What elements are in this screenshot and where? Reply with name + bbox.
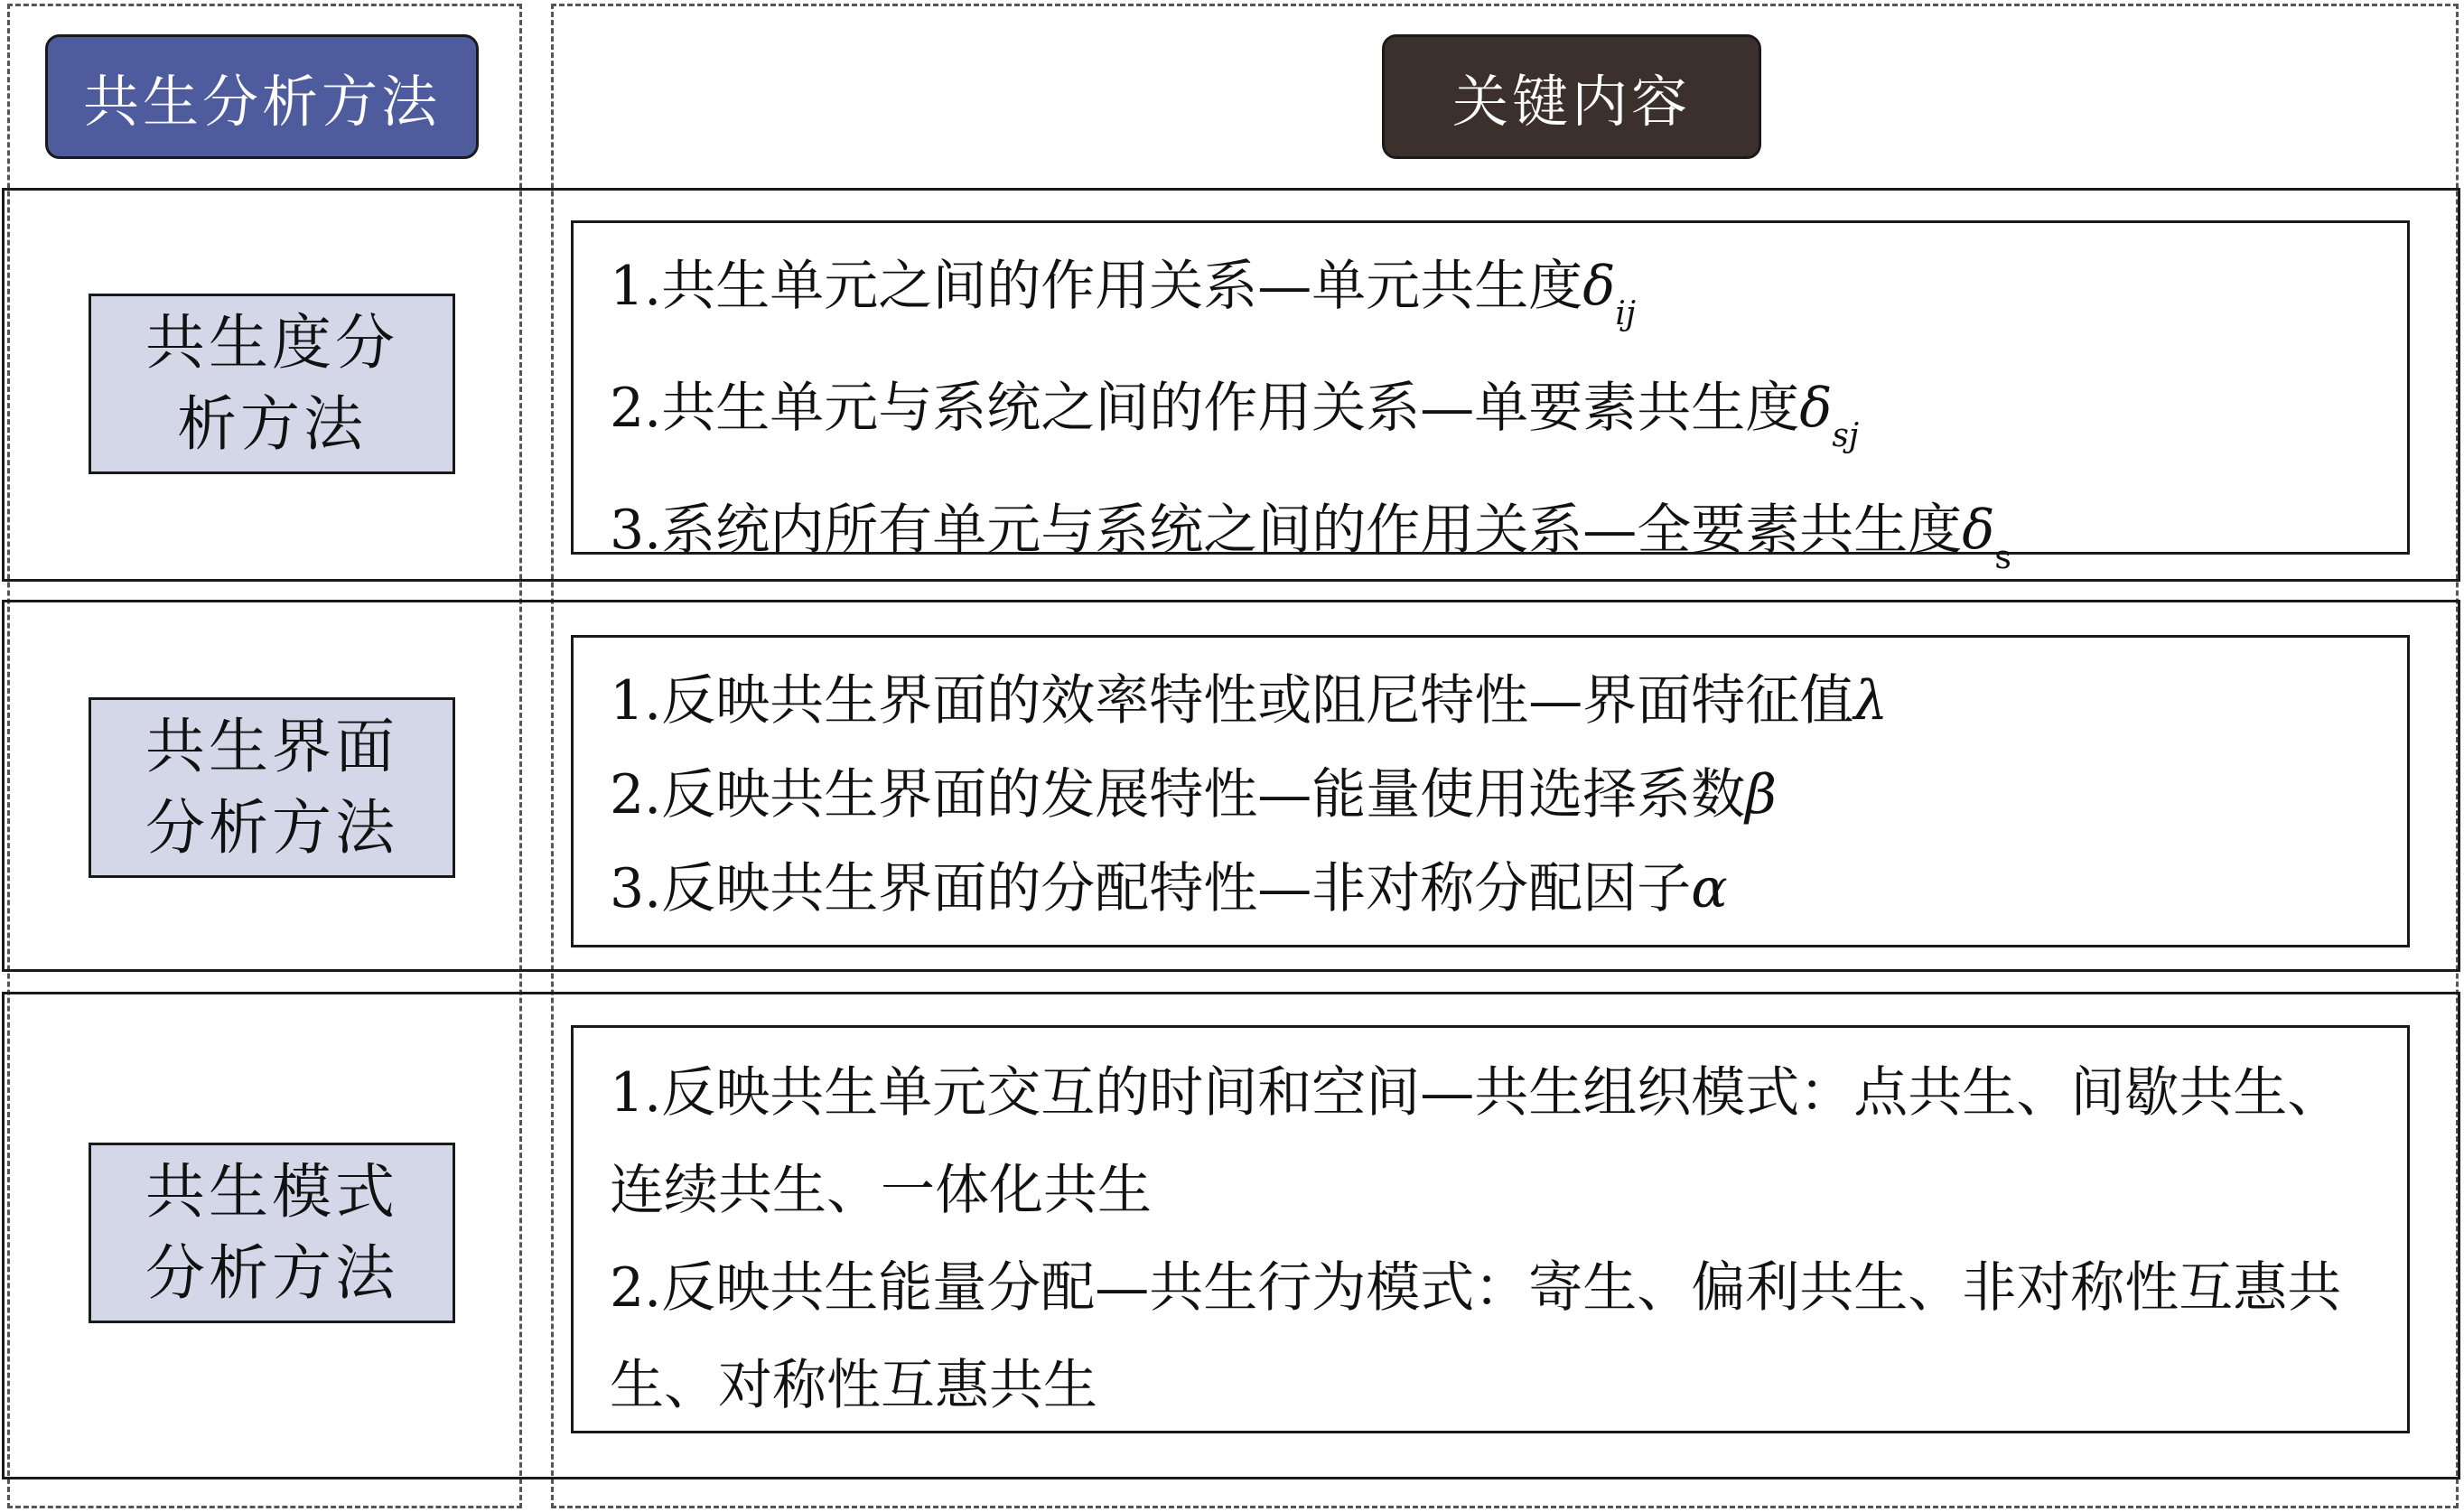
method-box-codegree: 共生度分析方法 (89, 294, 455, 474)
content-item: 1.共生单元之间的作用关系—单元共生度$\delta_{ij}$ (610, 255, 1637, 332)
method-header: 共生分析方法 (45, 34, 479, 159)
content-box-interface (571, 635, 2410, 947)
content-item: 2.反映共生界面的发展特性—能量使用选择系数β (610, 763, 1777, 826)
method-box-interface: 共生界面分析方法 (89, 697, 455, 878)
content-item: 3.系统内所有单元与系统之间的作用关系—全要素共生度$\delta_s$ (610, 499, 2011, 576)
content-item: 2.反映共生能量分配—共生行为模式：寄生、偏利共生、非对称性互惠共生、对称性互惠共生 (610, 1256, 2342, 1417)
content-item: 1.反映共生单元交互的时间和空间—共生组织模式：点共生、间歇共生、连续共生、一体化共生 (610, 1061, 2342, 1222)
content-item: 1.反映共生界面的效率特性或阻尼特性—界面特征值λ (610, 669, 1889, 733)
method-box-mode: 共生模式分析方法 (89, 1143, 455, 1323)
content-item: 2.共生单元与系统之间的作用关系—单要素共生度$\delta_{sj}$ (610, 377, 1860, 454)
content-item: 3.反映共生界面的分配特性—非对称分配因子α (610, 857, 1728, 920)
content-box-codegree (571, 220, 2410, 576)
content-box-mode (571, 1025, 2410, 1433)
content-header: 关键内容 (1382, 34, 1761, 159)
